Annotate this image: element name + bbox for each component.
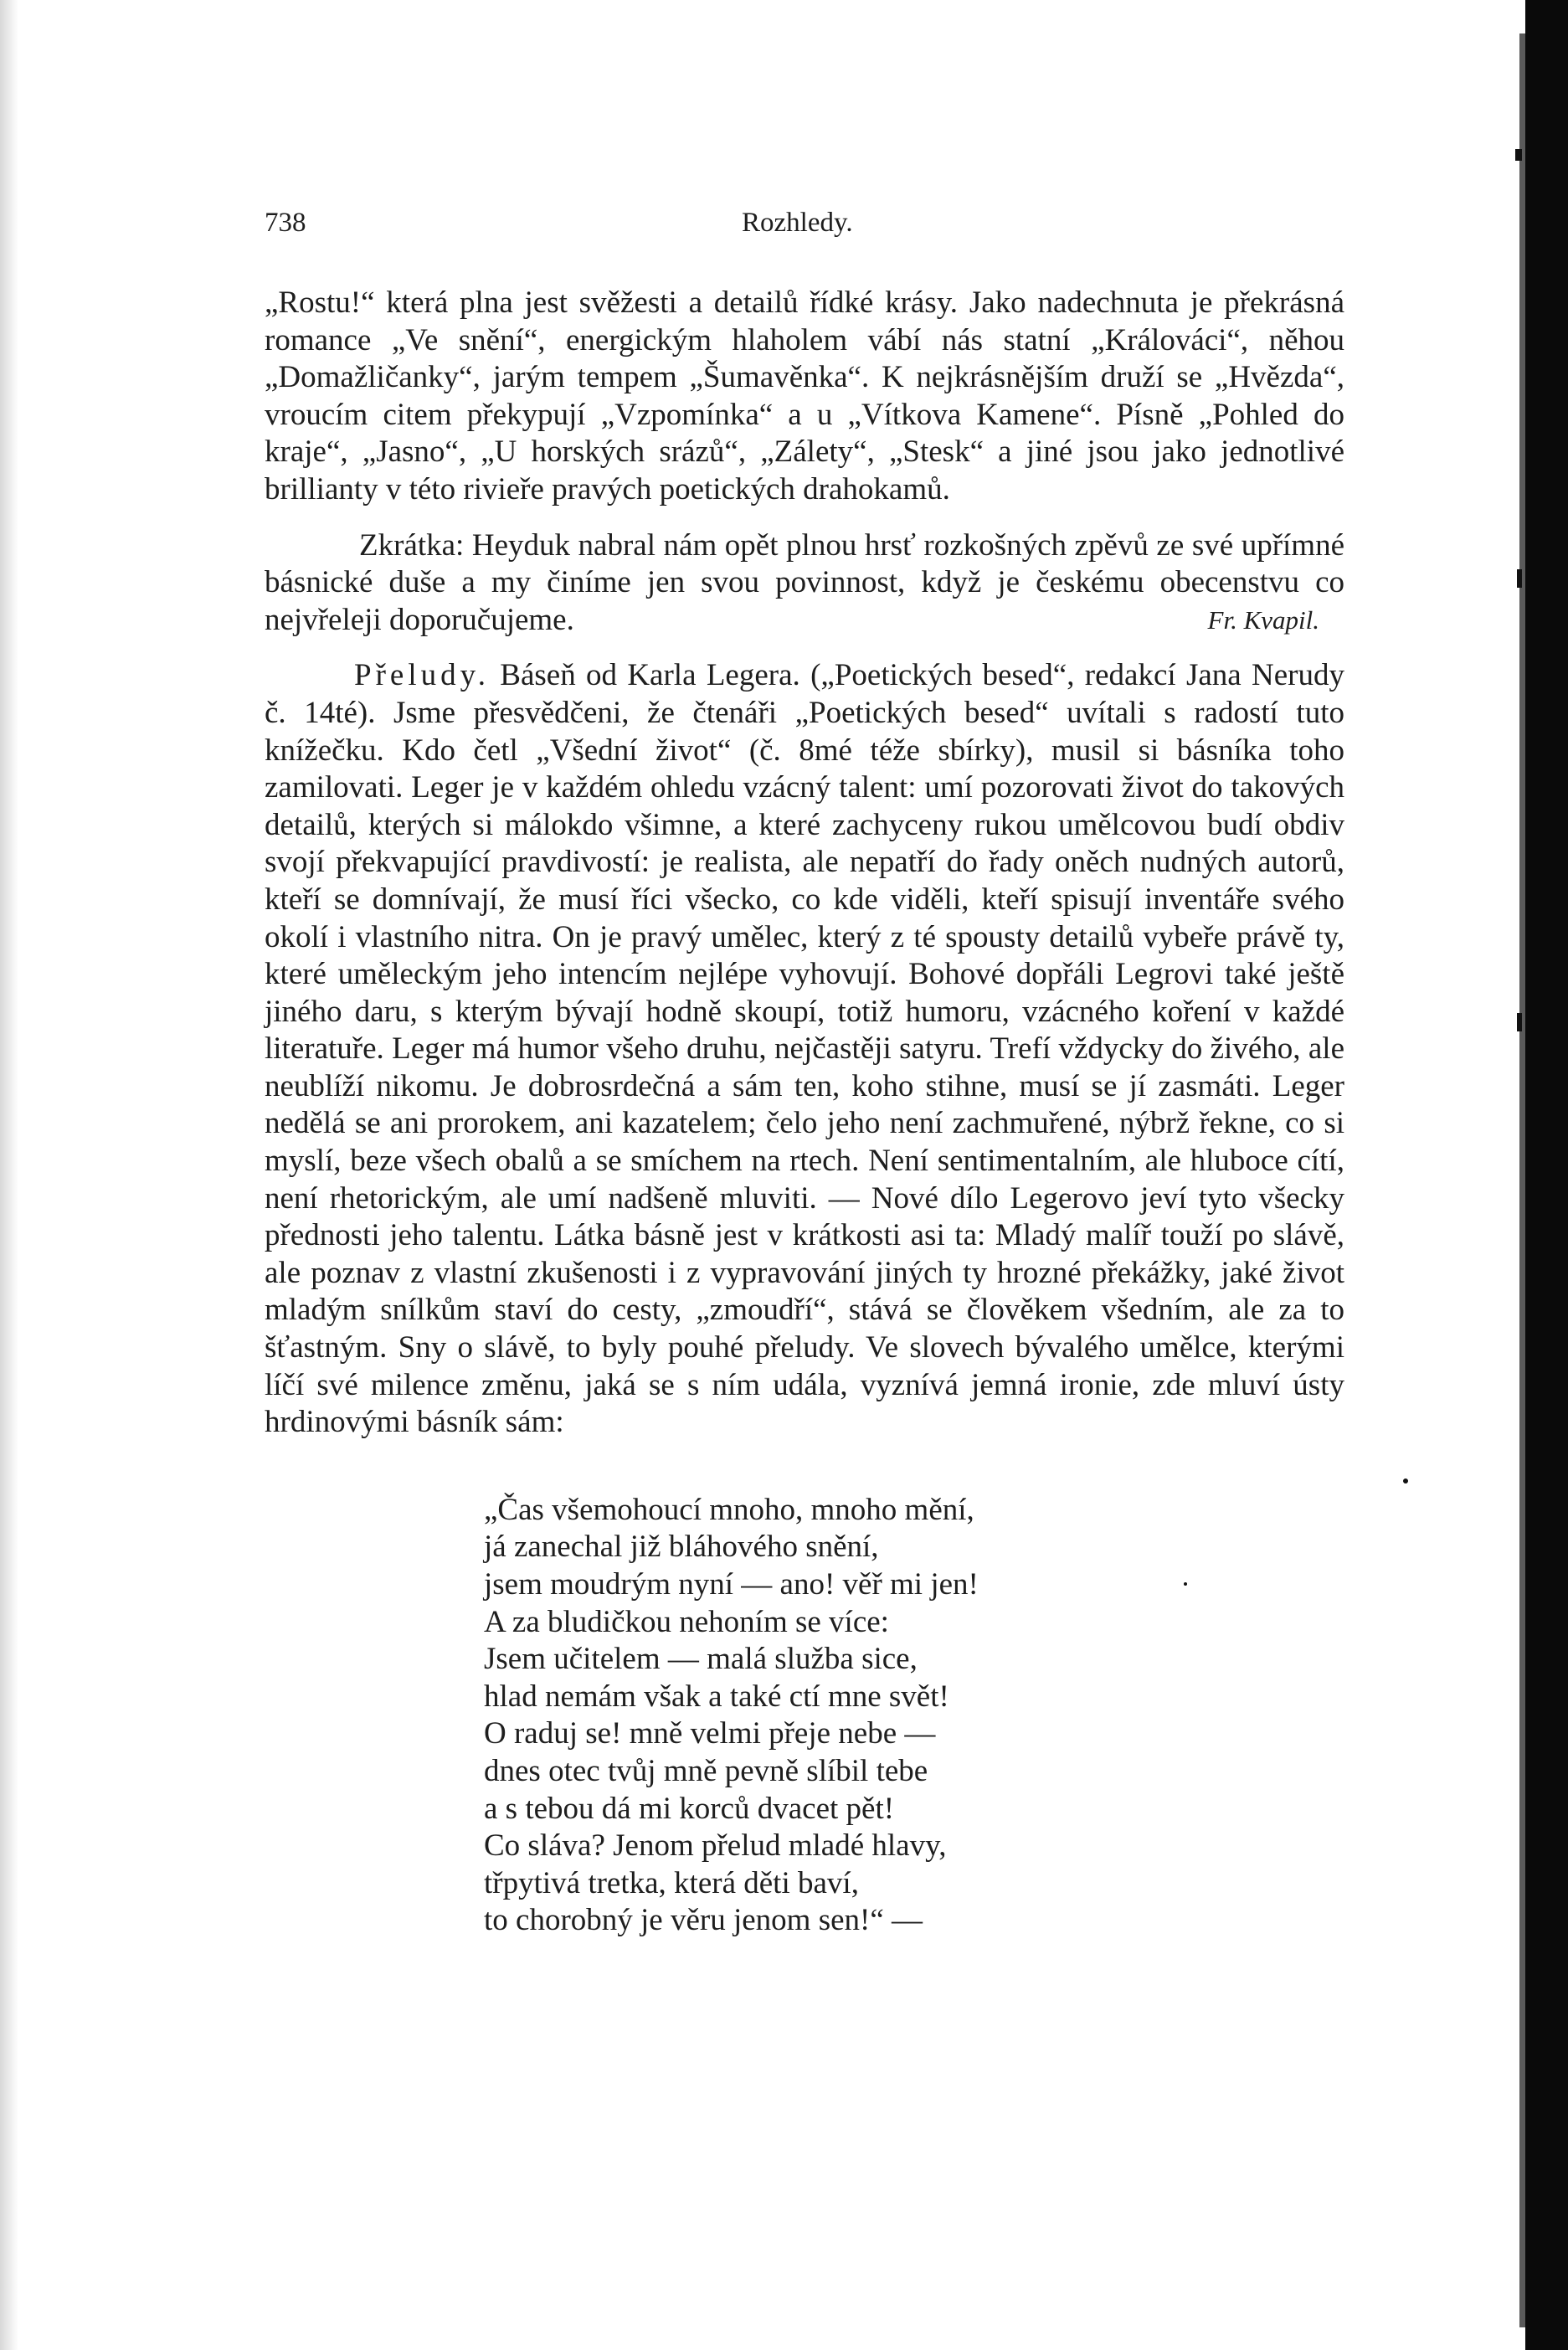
running-title: Rozhledy. [742,208,853,238]
review-paragraph [265,657,1344,1441]
scan-mark [1517,1013,1522,1031]
poem-line: „Čas všemohoucí mnoho, mnoho mění, [484,1492,974,1527]
paragraph-text: Báseň od Karla Legera. („Poetických besed“, redakcí Jana Nerudy č. 14té). Jsme přesvědčeni, že čtenáři „Poetických besed“ uvítali s radostí tuto knížečku. Kdo četl „Všední život“ (č. 8mé téže sbírky), musil si básníka toho zamilovati. Leger je v každém ohledu vzácný talent: umí pozorovati život do takových detailů, kterých si málokdo všimne, a které zachyceny rukou umělcovou budí obdiv svojí překvapující pravdivostí: je realista, ale nepatří do řady oněch nudných autorů, kteří se domnívají, že musí říci všecko, co kde viděli, kteří spisují inventáře svého okolí i vlastního nitra. On je pravý umělec, který z té spousty detailů vybeře právě ty, které uměleckým jeho intencím nejlépe vyhovují. Bohové dopřáli Legrovi také ještě jiného daru, s kterým bývají hodně skoupí, totiž humoru, vzácného koření v každé literatuře. Leger má humor všeho druhu, nejčastěji satyru. Trefí vždycky do živého, ale neublíží nikomu. Je dobrosrdečná a sám ten, koho stihne, musí se jí zasmáti. Leger nedělá se ani prorokem, ani kazatelem; čelo jeho není zachmuřené, nýbrž řekne, co si myslí, beze všech obalů a se smíchem na rtech. Není sentimentalním, ale hluboce cítí, není rhetorickým, ale umí nadšeně mluviti. — Nové dílo Legerovo jeví tyto všecky přednosti jeho talentu. Látka básně jest v krátkosti asi ta: Mladý malíř touží po slávě, ale poznav z vlastní zkušenosti i z vypravování jiných ty hrozné překážky, jaké život mladým snílkům staví do cesty, „zmoudří“, stává se člověkem všedním, ale za to šťastným. Sny o slávě, to byly pouhé přeludy. Ve slovech bývalého umělce, kterými líčí své milence změnu, jaká se s ním udála, vyznívá jemná ironie, zde mluví ústy hrdinovými básník sám: [265,658,1344,1440]
document-page [265,208,1344,1940]
scan-mark [1403,1478,1408,1484]
running-head [265,208,1344,248]
paragraph-text: Zkrátka: Heyduk nabral nám opět plnou hrsť rozkošných zpěvů ze své upřímné básnické duše a my činíme jen svou povinnost, když je českému obecenstvu co nejvřeleji doporučujeme. [265,527,1344,637]
poem-line: já zanechal již bláhového snění, [484,1530,879,1565]
scan-edge-shadow [0,0,18,2350]
poem-line: A za bludičkou nehoním se více: [484,1604,889,1639]
page-number: 738 [265,208,306,238]
poem-line: třpytivá tretka, která děti baví, [484,1865,859,1900]
review-title: Přeludy. [354,658,490,693]
poem-line: Jsem učitelem — malá služba sice, [484,1642,918,1677]
poem-line: hlad nemám však a také ctí mne svět! [484,1679,949,1714]
poem-quote [484,1492,1344,1940]
scan-mark [1515,149,1522,161]
poem-line: dnes otec tvůj mně pevně slíbil tebe [484,1753,928,1788]
poem-line: Co sláva? Jenom přelud mladé hlavy, [484,1828,947,1864]
poem-line: O raduj se! mně velmi přeje nebe — [484,1716,936,1751]
paragraph: „Rostu!“ která plna jest svěžesti a detailů řídké krásy. Jako nadechnuta je překrásná romance „Ve snění“, energickým hlaholem vábí nás statní „Králováci“, něhou „Domažličanky“, jarým tempem „Šumavěnka“. K nejkrásnějším druží se „Hvězda“, vroucím citem překypují „Vzpomínka“ a u „Vítkova Kamene“. Písně „Pohled do kraje“, „Jasno“, „U horských srázů“, „Zálety“, „Stesk“ a jiné jsou jako jednotlivé brillianty v této rivieře pravých poetických drahokamů. [265,285,1344,507]
paragraph [265,527,1344,640]
poem-line: jsem moudrým nyní — ano! věř mi jen! [484,1567,979,1602]
scan-mark [1517,569,1522,588]
poem-line: to chorobný je věru jenom sen!“ — [484,1903,923,1938]
poem-line: a s tebou dá mi korců dvacet pět! [484,1791,895,1826]
author-signature: Fr. Kvapil. [1207,604,1319,635]
scan-border-strip [1525,0,1568,2350]
